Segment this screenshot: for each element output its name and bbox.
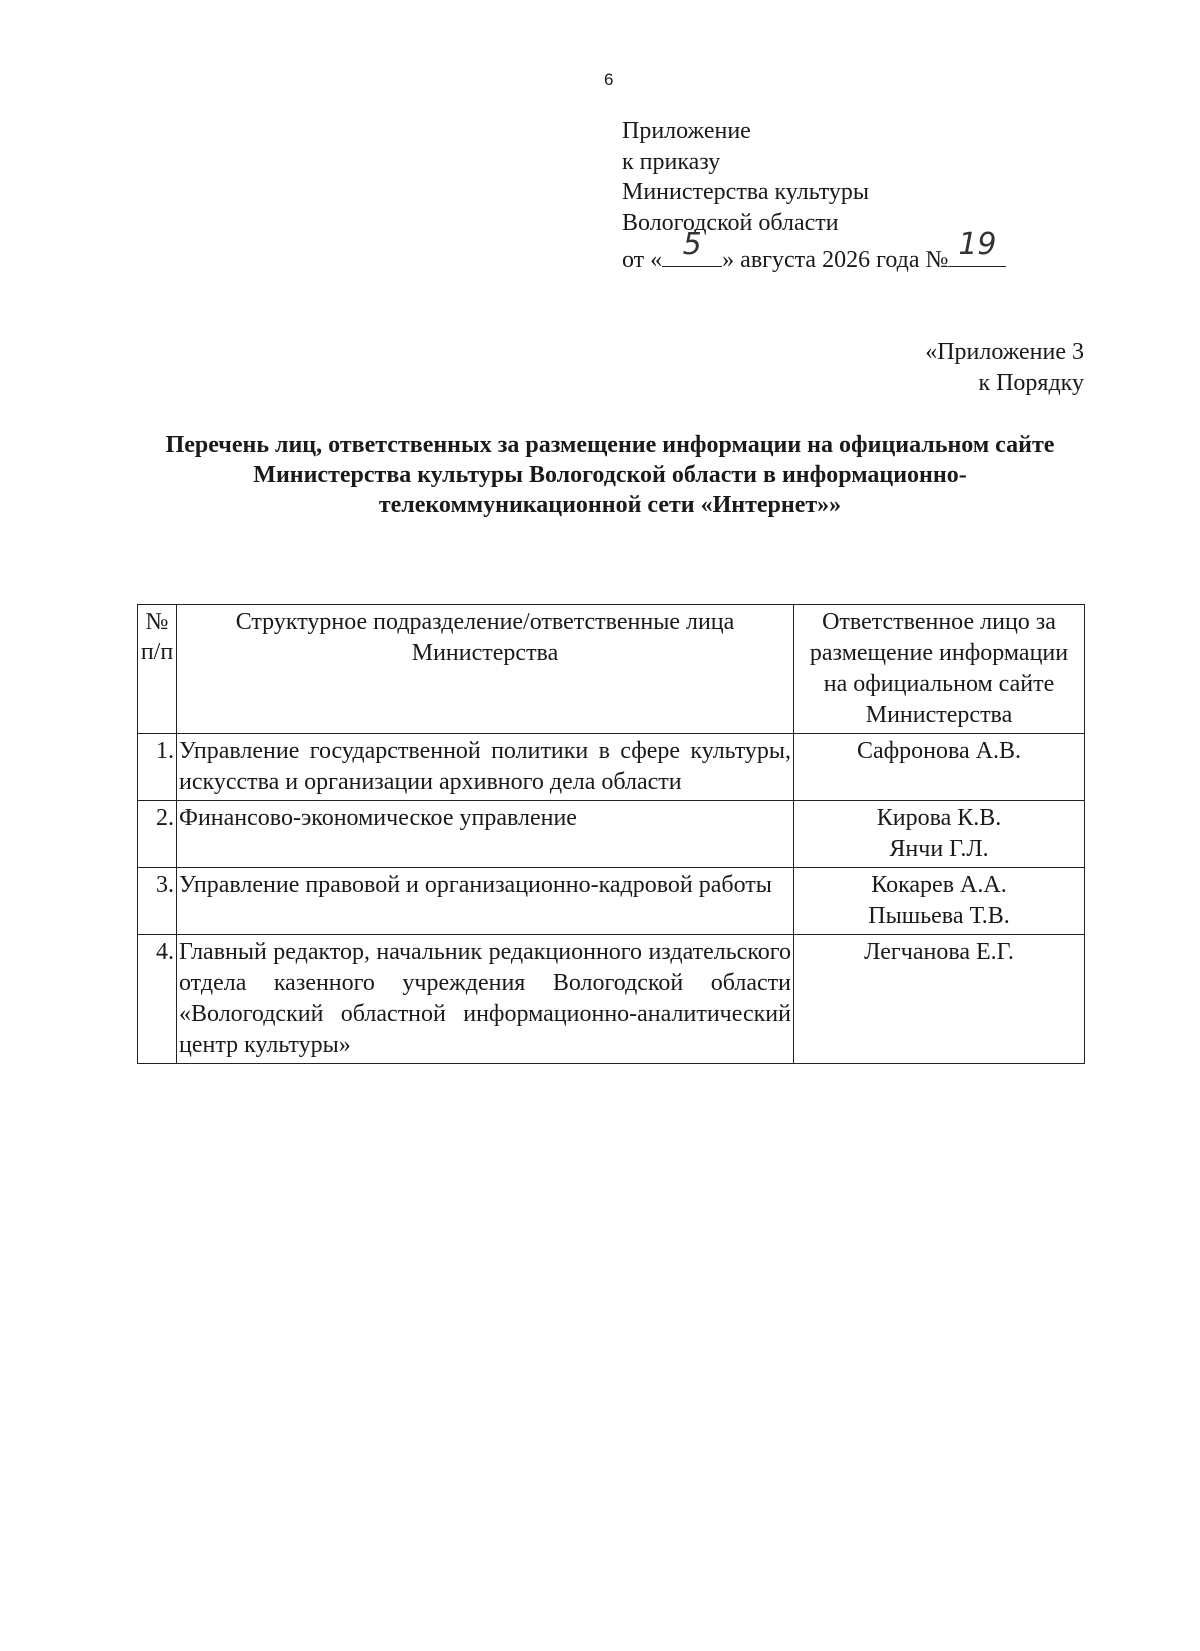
approval-block <box>622 116 1006 276</box>
annex-line: к Порядку <box>978 370 1084 396</box>
table-row <box>138 868 1085 935</box>
order-number-blank <box>948 227 1006 267</box>
date-prefix: от « <box>622 247 663 273</box>
row-dept: Управление государственной политики в сфере культуры, искусства и организации архивного дела области <box>177 734 794 801</box>
row-resp <box>794 734 1085 801</box>
responsible-person: Пышьева Т.В. <box>868 903 1010 929</box>
table-header-row <box>138 605 1085 734</box>
row-dept: Главный редактор, начальник редакционного издательского отдела казенного учреждения Вологодской области «Вологодский областной информационно-аналитический центр культуры» <box>177 935 794 1064</box>
table-row <box>138 935 1085 1064</box>
header-num: № п/п <box>138 605 177 734</box>
row-dept: Финансово-экономическое управление <box>177 801 794 868</box>
date-day-blank <box>662 227 722 267</box>
row-num: 3. <box>138 868 177 935</box>
responsible-person: Янчи Г.Л. <box>889 836 989 862</box>
row-num: 2. <box>138 801 177 868</box>
approval-date-line <box>622 227 1006 276</box>
responsible-person: Сафронова А.В. <box>856 738 1022 764</box>
row-resp <box>794 868 1085 935</box>
responsible-person: Легчанова Е.Г. <box>864 939 1014 965</box>
table-row <box>138 801 1085 868</box>
table-row <box>138 734 1085 801</box>
header-dept: Структурное подразделение/ответственные лица Министерства <box>177 605 794 734</box>
row-num: 4. <box>138 935 177 1064</box>
date-middle: » августа 2026 года № <box>722 247 949 273</box>
page-number: 6 <box>604 70 614 89</box>
annex-line: «Приложение 3 <box>925 339 1084 365</box>
responsible-person: Кирова К.В. <box>876 805 1002 831</box>
row-num: 1. <box>138 734 177 801</box>
approval-line: Приложение <box>622 118 751 144</box>
header-resp: Ответственное лицо за размещение информации на официальном сайте Министерства <box>794 605 1085 734</box>
approval-line: к приказу <box>622 148 721 175</box>
responsible-person: Кокарев А.А. <box>871 872 1007 898</box>
annex-reference <box>925 337 1084 399</box>
document-title: Перечень лиц, ответственных за размещение информации на официальном сайте Министерства культуры Вологодской области в информационно-телекоммуникационной сети «Интернет»» <box>165 432 1055 518</box>
approval-line: Вологодской области <box>622 209 839 236</box>
responsible-persons-table <box>137 604 1085 1064</box>
approval-line: Министерства культуры <box>622 179 870 205</box>
row-resp <box>794 935 1085 1064</box>
row-dept: Управление правовой и организационно-кадровой работы <box>177 868 794 935</box>
order-number-handwritten: 19 <box>958 227 997 262</box>
date-day-handwritten: 5 <box>682 227 702 262</box>
row-resp <box>794 801 1085 868</box>
